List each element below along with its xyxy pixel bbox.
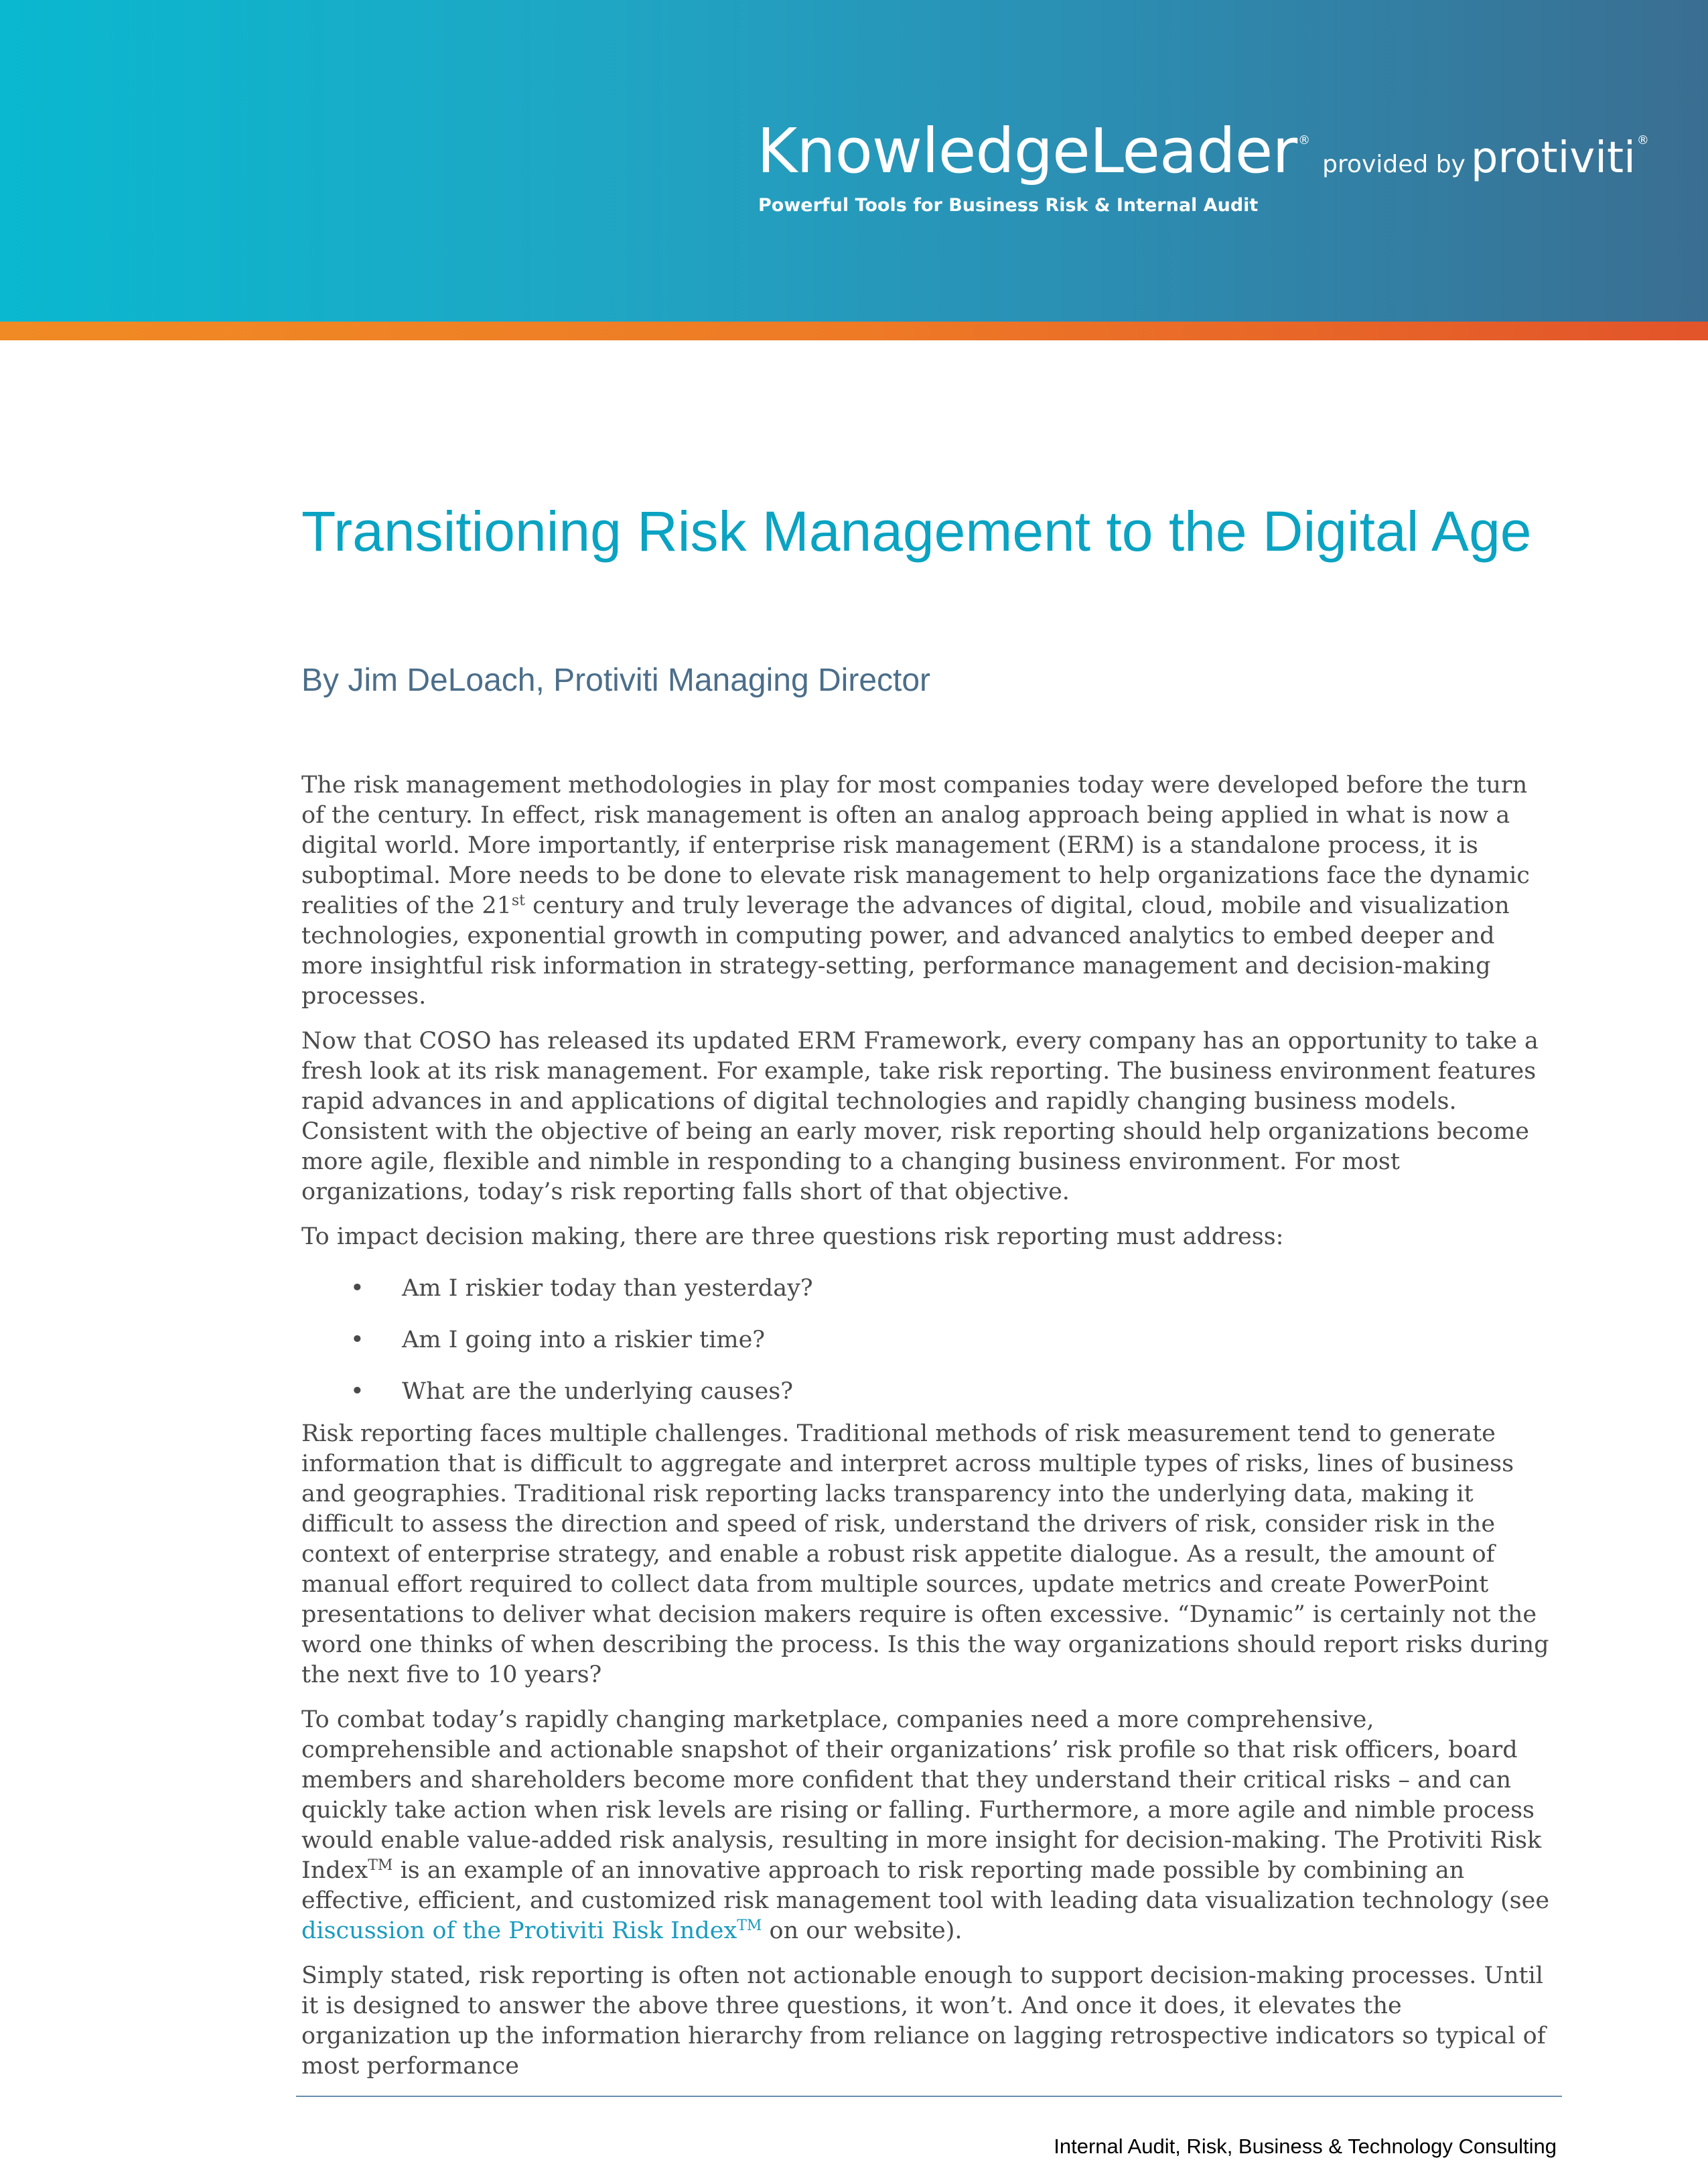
brand-logo[interactable] (757, 115, 1649, 187)
header-accent-stripe (0, 322, 1708, 340)
list-item: • Am I going into a riskier time? (301, 1325, 1553, 1355)
footer-tagline: Internal Audit, Risk, Business & Technology Consulting (1054, 2135, 1557, 2158)
list-item: • What are the underlying causes? (301, 1377, 1553, 1407)
paragraph-4: Risk reporting faces multiple challenges. Traditional methods of risk measurement tend to generate information that is difficult to aggregate and interpret across multiple types of risks, lines of business and geographies. Traditional risk reporting lacks transparency into the underlying data, making it difficult to assess the direction and speed of risk, understand the drivers of risk, consider risk in the context of enterprise strategy, and enable a robust risk appetite dialogue. As a result, the amount of manual effort required to collect data from multiple sources, update metrics and create PowerPoint presentations to deliver what decision makers require is often excessive. “Dynamic” is certainly not the word one thinks of when describing the process. Is this the way organizations should report risks during the next five to 10 years? (301, 1420, 1549, 1688)
risk-index-link[interactable]: discussion of the Protiviti Risk Index™ (301, 1917, 762, 1944)
company-registered-mark: ® (1636, 133, 1649, 147)
brand-registered-mark: ® (1298, 133, 1311, 147)
paragraph-6: Simply stated, risk reporting is often not actionable enough to support decision-making processes. Until it is designed to answer the above three questions, it won’t. And once it does, it elevates the organization up the information hierarchy from reliance on lagging retrospective indicators so typical of most performance (301, 1962, 1546, 2080)
superscript-st: st (511, 892, 526, 909)
questions-list (301, 1274, 1553, 1407)
paragraph-3: To impact decision making, there are three questions risk reporting must address: (301, 1223, 1284, 1250)
bullet-icon: • (350, 1327, 364, 1353)
footer-divider (296, 2096, 1562, 2097)
article-byline: By Jim DeLoach, Protiviti Managing Director (301, 663, 931, 698)
paragraph-2: Now that COSO has released its updated ERM Framework, every company has an opportunity to take a fresh look at its risk management. For example, take risk reporting. The business environment features rapid advances in and applications of digital technologies and rapidly changing business models. Consistent with the objective of being an early mover, risk reporting should help organizations become more agile, flexible and nimble in responding to a changing business environment. For most organizations, today’s risk reporting falls short of that objective. (301, 1028, 1539, 1205)
company-name: protiviti (1470, 133, 1636, 183)
list-item: • Am I riskier today than yesterday? (301, 1274, 1553, 1304)
bullet-icon: • (350, 1275, 364, 1302)
trademark-mark: TM (368, 1857, 393, 1874)
article-title: Transitioning Risk Management to the Digital Age (301, 500, 1532, 563)
paragraph-1: The risk management methodologies in play for most companies today were developed before the turn of the century. In effect, risk management is often an analog approach being applied in what is now a digital world. More importantly, if enterprise risk management (ERM) is a standalone process, it is suboptimal. More needs to be done to elevate risk management to help organizations face the dynamic realities of the 21st century and truly leverage the advances of digital, cloud, mobile and visualization technologies, exponential growth in computing power, and advanced analytics to embed deeper and more insightful risk information in strategy-setting, performance management and decision-making processes. (301, 772, 1530, 1010)
paragraph-5: To combat today’s rapidly changing marketplace, companies need a more comprehensive, comprehensible and actionable snapshot of their organizations’ risk profile so that risk officers, board members and shareholders become more confident that they understand their critical risks – and can quickly take action when risk levels are rising or falling. Furthermore, a more agile and nimble process would enable value-added risk analysis, resulting in more insight for decision-making. The Protiviti Risk Index™ is an example of an innovative approach to risk reporting made possible by combining an effective, efficient, and customized risk management tool with leading data visualization technology (see discussion of the Protiviti Risk Index™ on our website). (301, 1706, 1550, 1944)
brand-tagline: Powerful Tools for Business Risk & Internal Audit (758, 195, 1259, 216)
bullet-icon: • (350, 1378, 364, 1405)
trademark-mark: TM (737, 1917, 762, 1934)
provided-by-label: provided by (1322, 151, 1466, 178)
article-body (301, 770, 1553, 2096)
brand-name: KnowledgeLeader (757, 115, 1297, 187)
